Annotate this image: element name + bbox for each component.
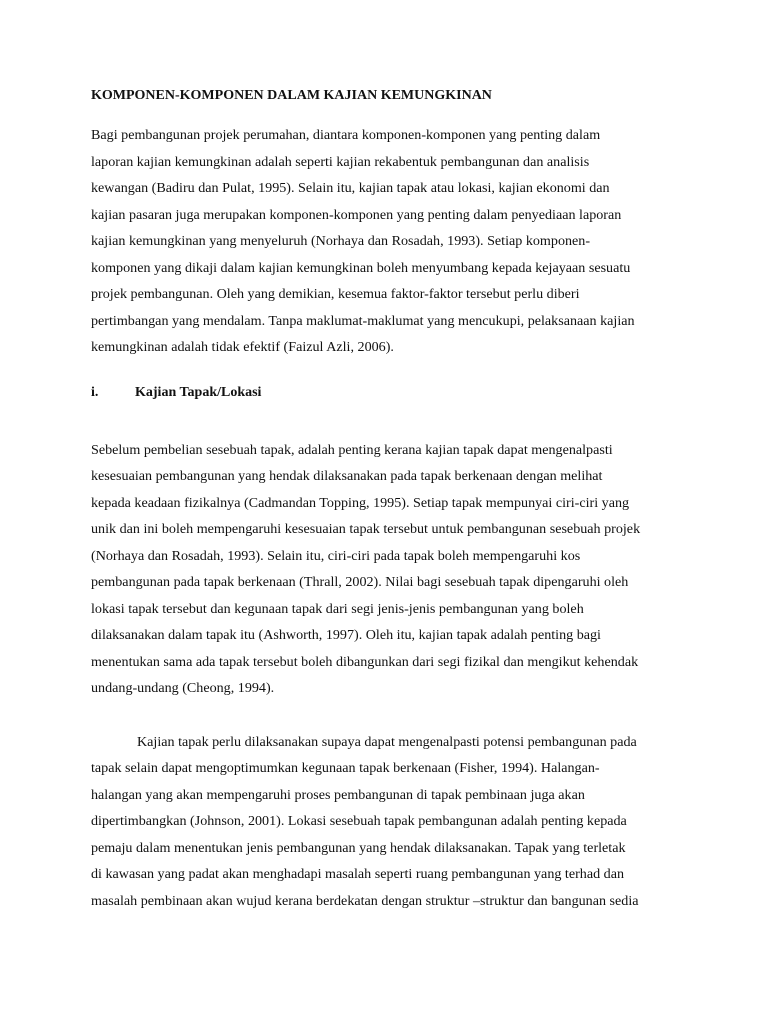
paragraph-line: di kawasan yang padat akan menghadapi masalah seperti ruang pembangunan yang terhad dan <box>91 866 625 882</box>
intro-line: laporan kajian kemungkinan adalah seperti kajian rekabentuk pembangunan dan analisis <box>91 153 590 170</box>
intro-line: kemungkinan adalah tidak efektif (Faizul Azli, 2006). <box>91 339 394 355</box>
site-potential-paragraph <box>91 729 683 915</box>
paragraph-line: dipertimbangkan (Johnson, 2001). Lokasi sesebuah tapak pembangunan adalah penting kepada <box>91 813 627 829</box>
paragraph-line: undang-undang (Cheong, 1994). <box>91 680 275 696</box>
paragraph-line: kepada keadaan fizikalnya (Cadmandan Topping, 1995). Setiap tapak mempunyai ciri-ciri yang <box>91 494 630 511</box>
paragraph-line: Sebelum pembelian sesebuah tapak, adalah penting kerana kajian tapak dapat mengenalpasti <box>91 441 613 458</box>
intro-line: pertimbangan yang mendalam. Tanpa maklumat-maklumat yang mencukupi, pelaksanaan kajian <box>91 312 635 329</box>
document-page <box>91 86 683 914</box>
site-study-paragraph <box>91 437 683 702</box>
paragraph-line: pemaju dalam menentukan jenis pembangunan yang hendak dilaksanakan. Tapak yang terletak <box>91 839 626 856</box>
intro-line: kajian pasaran juga merupakan komponen-komponen yang penting dalam penyediaan laporan <box>91 206 622 223</box>
paragraph-line: menentukan sama ada tapak tersebut boleh dibangunkan dari segi fizikal dan mengikut kehendak <box>91 653 639 670</box>
paragraph-line: (Norhaya dan Rosadah, 1993). Selain itu, ciri-ciri pada tapak boleh mempengaruhi kos <box>91 547 581 564</box>
intro-line: projek pembangunan. Oleh yang demikian, kesemua faktor-faktor tersebut perlu diberi <box>91 286 580 302</box>
document-title: KOMPONEN-KOMPONEN DALAM KAJIAN KEMUNGKINAN <box>91 88 492 103</box>
paragraph-line: Kajian tapak perlu dilaksanakan supaya dapat mengenalpasti potensi pembangunan pada <box>137 733 637 750</box>
paragraph-line: lokasi tapak tersebut dan kegunaan tapak dari segi jenis-jenis pembangunan yang boleh <box>91 600 584 617</box>
paragraph-line: tapak selain dapat mengoptimumkan kegunaan tapak berkenaan (Fisher, 1994). Halangan- <box>91 760 600 776</box>
intro-line: Bagi pembangunan projek perumahan, diantara komponen-komponen yang penting dalam <box>91 127 601 143</box>
section-number: i. <box>91 384 99 400</box>
paragraph-line: kesesuaian pembangunan yang hendak dilaksanakan pada tapak berkenaan dengan melihat <box>91 468 603 484</box>
paragraph-line: pembangunan pada tapak berkenaan (Thrall, 2002). Nilai bagi sesebuah tapak dipengaruhi oleh <box>91 574 629 590</box>
paragraph-line: halangan yang akan mempengaruhi proses pembangunan di tapak pembinaan juga akan <box>91 786 585 803</box>
paragraph-line: dilaksanakan dalam tapak itu (Ashworth, 1997). Oleh itu, kajian tapak adalah penting bagi <box>91 627 601 643</box>
section-heading <box>91 383 683 403</box>
section-title: Kajian Tapak/Lokasi <box>135 384 262 400</box>
intro-paragraph <box>91 122 683 361</box>
intro-line: kajian kemungkinan yang menyeluruh (Norhaya dan Rosadah, 1993). Setiap komponen- <box>91 233 591 249</box>
intro-line: kewangan (Badiru dan Pulat, 1995). Selain itu, kajian tapak atau lokasi, kajian ekonomi dan <box>91 180 610 196</box>
paragraph-line: unik dan ini boleh mempengaruhi kesesuaian tapak tersebut untuk pembangunan sesebuah projek <box>91 521 641 537</box>
paragraph-line: masalah pembinaan akan wujud kerana berdekatan dengan struktur –struktur dan bangunan sedia <box>91 892 639 909</box>
intro-line: komponen yang dikaji dalam kajian kemungkinan boleh menyumbang kepada kejayaan sesuatu <box>91 259 631 276</box>
